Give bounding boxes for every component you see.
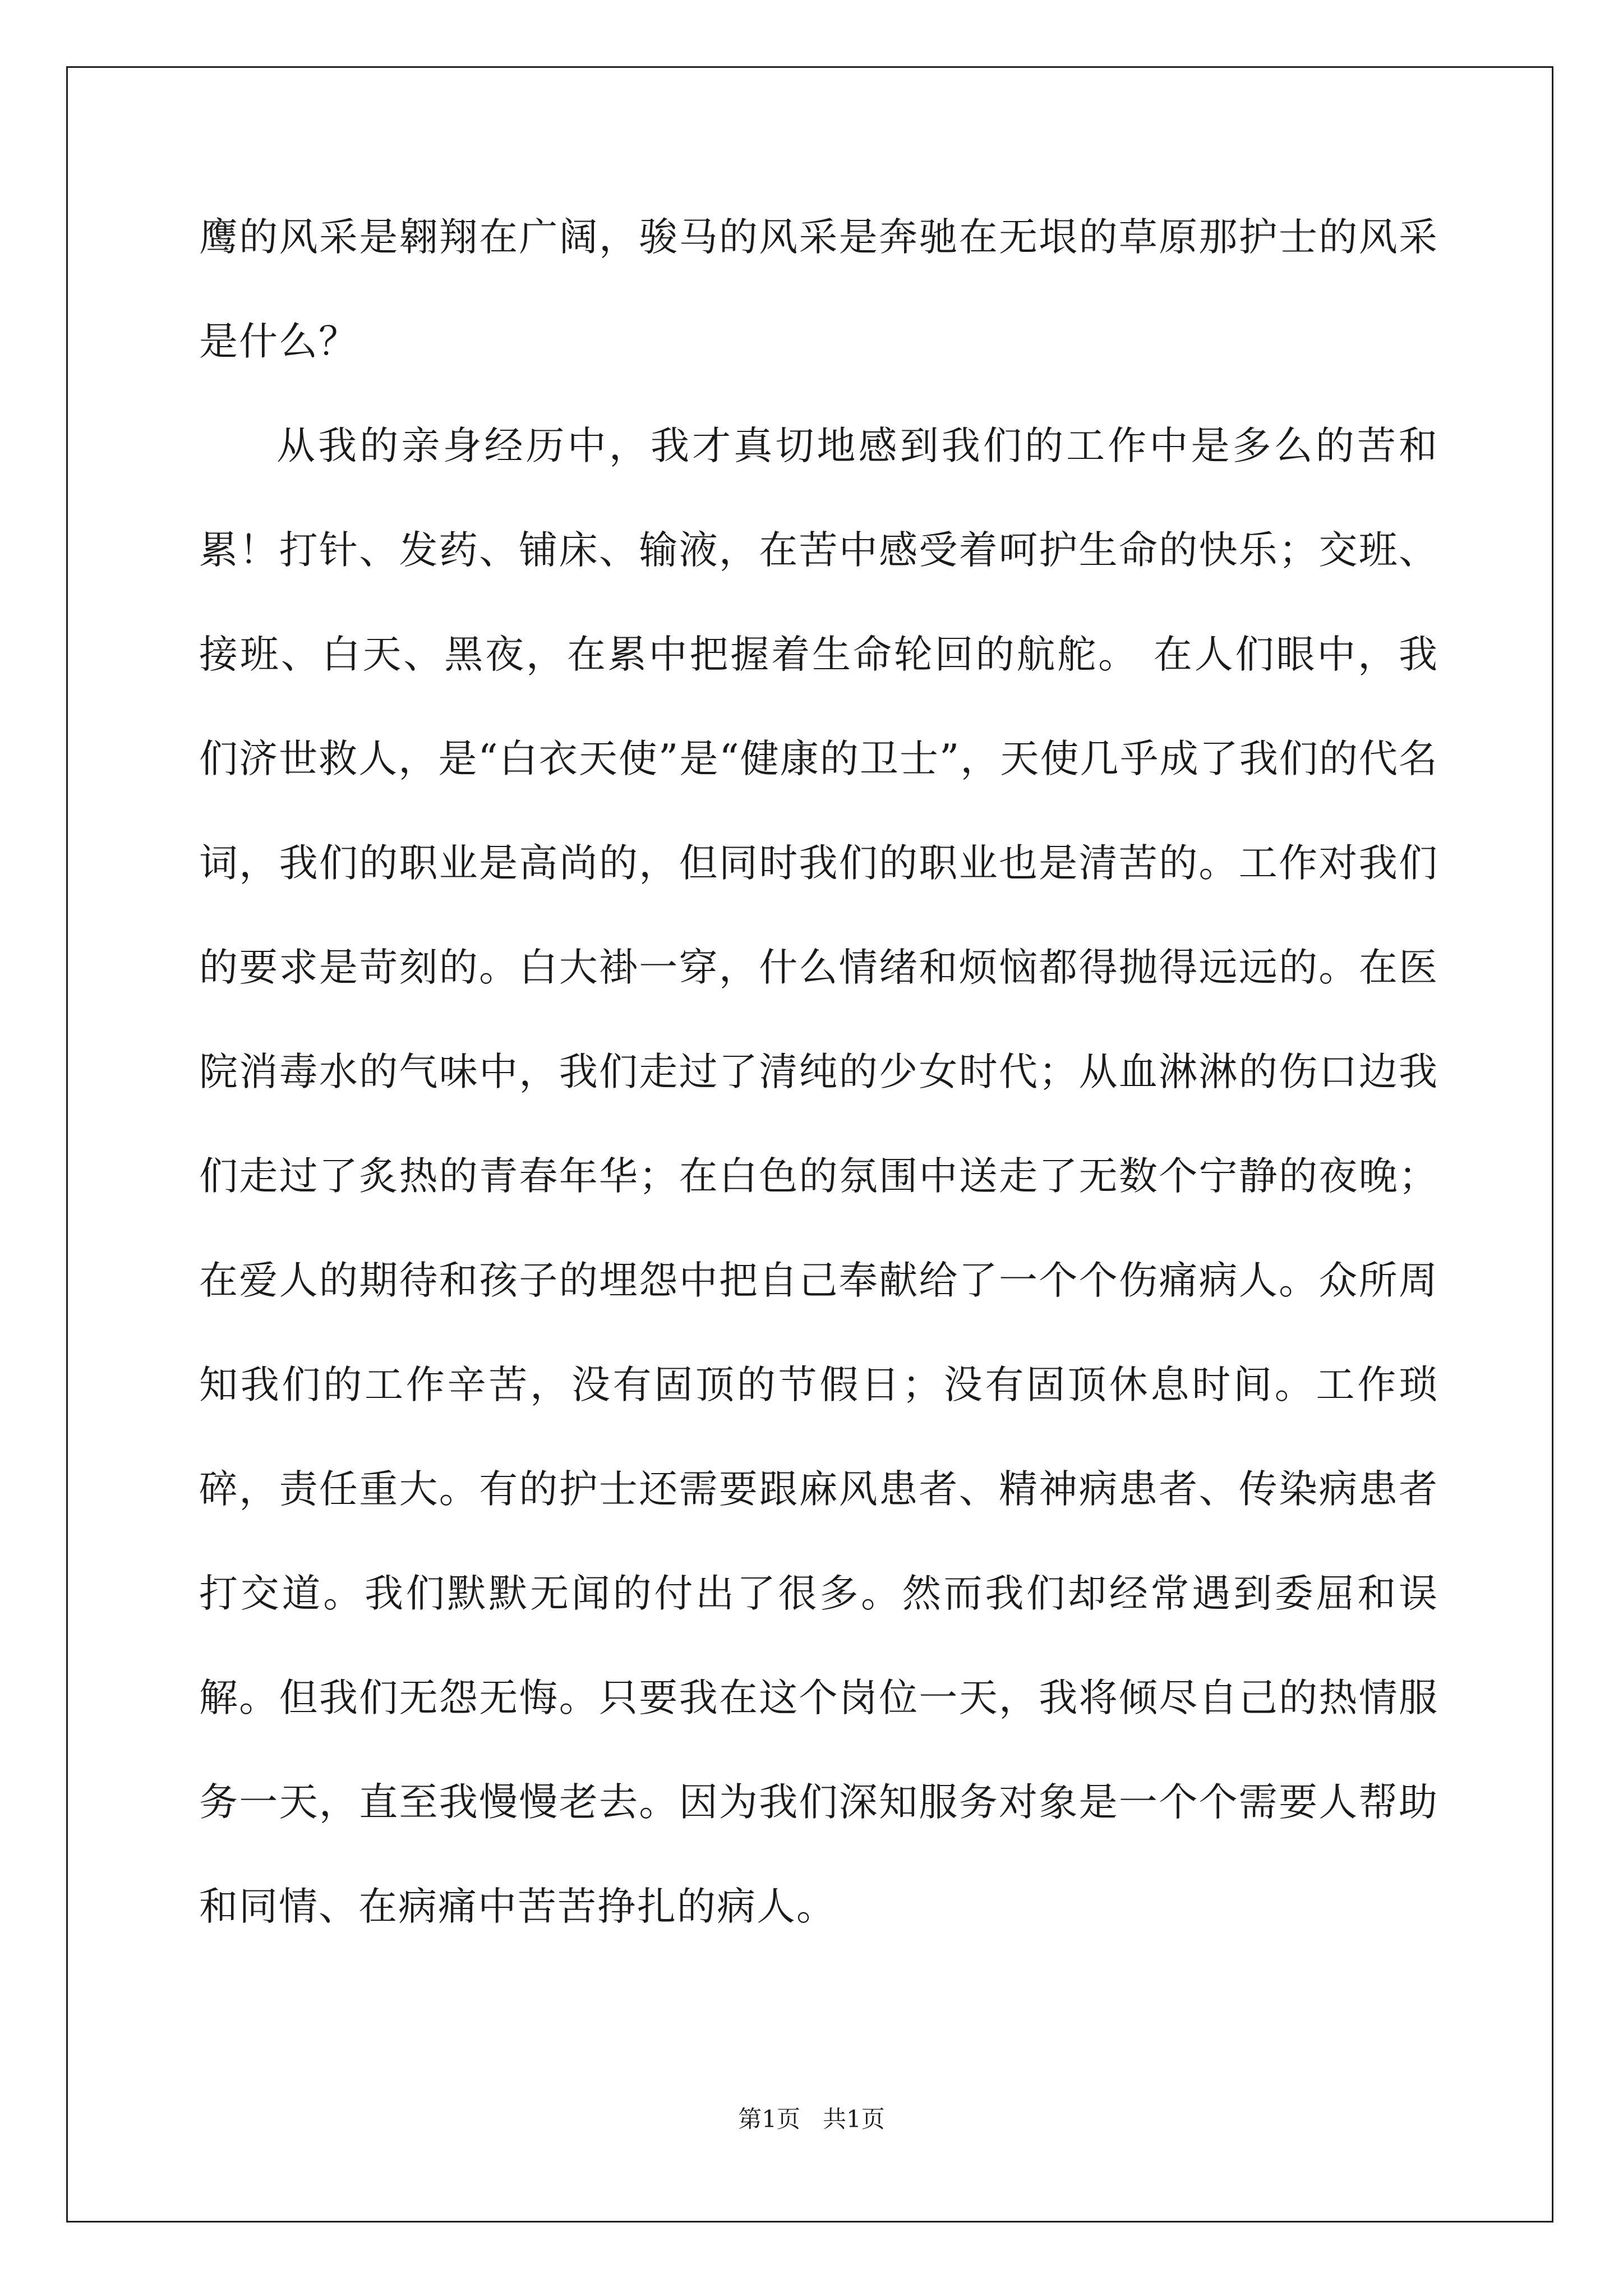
document-body	[199, 185, 1438, 1959]
paragraph-main: 从我的亲身经历中，我才真切地感到我们的工作中是多么的苦和累！打针、发药、铺床、输液，在苦中感受着呵护生命的快乐；交班、接班、白天、黑夜，在累中把握着生命轮回的航舵。 在人们眼中，我们济世救人，是“白衣天使”是“健康的卫士”，天使几乎成了我们的代名词，我们的职业是高尚的，但同时我们的职业也是清苦的。工作对我们的要求是苛刻的。白大褂一穿，什么情绪和烦恼都得抛得远远的。在医院消毒水的气味中，我们走过了清纯的少女时代；从血淋淋的伤口边我们走过了炙热的青春年华；在白色的氛围中送走了无数个宁静的夜晚；在爱人的期待和孩子的埋怨中把自己奉献给了一个个伤痛病人。众所周知我们的工作辛苦，没有固顶的节假日；没有固顶休息时间。工作琐碎，责任重大。有的护士还需要跟麻风患者、精神病患者、传染病患者打交道。我们默默无闻的付出了很多。然而我们却经常遇到委屈和误解。但我们无怨无悔。只要我在这个岗位一天，我将倾尽自己的热情服务一天，直至我慢慢老去。因为我们深知服务对象是一个个需要人帮助和同情、在病痛中苦苦挣扎的病人。	[199, 424, 1438, 1929]
page-footer: 第1页 共1页	[738, 2105, 885, 2133]
paragraph-intro: 鹰的风采是翱翔在广阔，骏马的风采是奔驰在无垠的草原那护士的风采是什么？	[199, 215, 1438, 364]
